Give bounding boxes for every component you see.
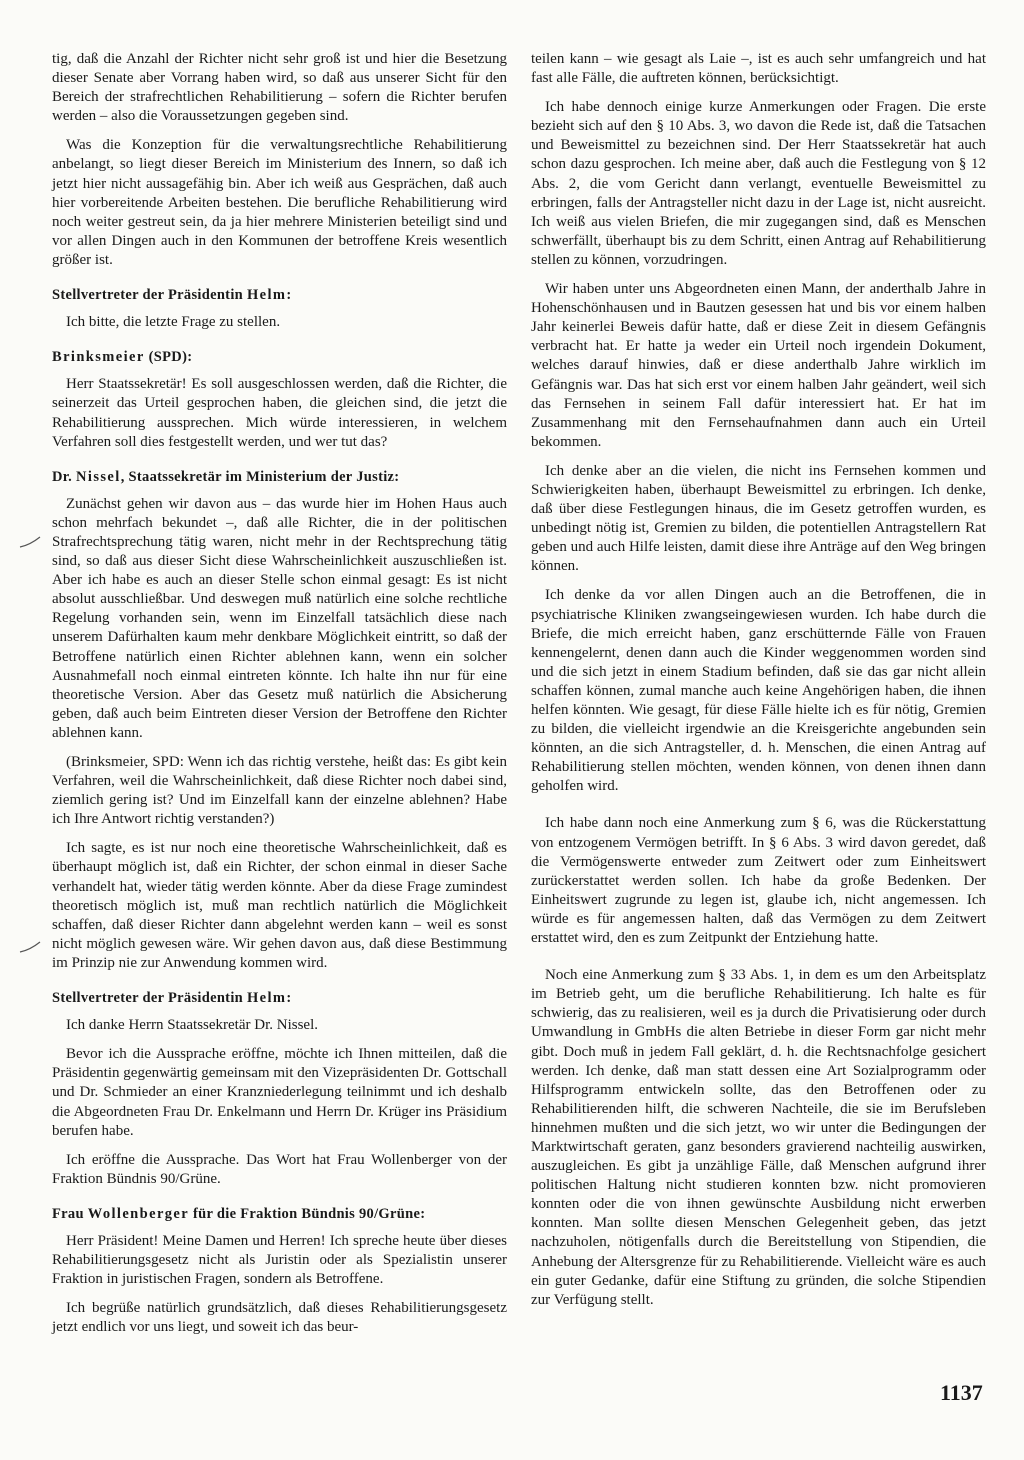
paragraph: Ich eröffne die Aussprache. Das Wort hat Frau Wollenberger von der Fraktion Bündnis 90/Grüne. <box>52 1151 507 1187</box>
speaker-heading: Stellvertreter der Präsidentin Helm: <box>52 990 292 1007</box>
paragraph: Ich denke aber an die vielen, die nicht ins Fernsehen kommen und Schwierigkeiten haben, überhaupt Beweismittel zu erbringen. Ich denke, daß über diese Festlegungen hinaus, die im Gesetz getroffen wurden, es unbedingt nötig ist, Gremien zu bilden, die potentiellen Antragstellern Rat geben und auch Hilfe leisten, damit diese ihre Anträge auf den Weg bringen können. <box>531 462 986 575</box>
speaker-heading: Stellvertreter der Präsidentin Helm: <box>52 287 292 304</box>
paragraph: Ich denke da vor allen Dingen auch an die Betroffenen, die in psychiatrische Kliniken zwangseingewiesen wurden. Ich habe durch die Briefe, die mich erreicht haben, ganz erschütternde Fälle von Frauen kennengelernt, denen dann auch die Kinder weggenommen worden sind und die sich jetzt in einem Stadium befinden, daß sie das gar nicht allein schaffen können, zumal manche auch keine Angehörigen haben, die ihnen helfen könnten. Wie gesagt, für diese Fälle hielte ich es für nötig, Gremien zu bilden, die vielleicht irgendwie an die Kreisgerichte angebunden sein könnten, an die sich Antragsteller, d. h. Menschen, die einen Antrag auf Rehabilitierung stellen möchten, wenden können, von denen ihnen dann geholfen wird. <box>531 587 986 795</box>
paragraph: Ich habe dennoch einige kurze Anmerkungen oder Fragen. Die erste bezieht sich auf den § 10 Abs. 3, wo davon die Rede ist, daß die Tatsachen und Beweismittel zu bezeichnen sind. Der Herr Staatssekretär hat auch schon dazu gesprochen. Ich meine aber, daß auch die Festlegung von § 12 Abs. 2, die vom Gericht dann verlangt, eventuelle Beweismittel zu erbringen, falls der Antragsteller nicht dazu in der Lage ist, nicht ausreicht. Ich weiß aus vielen Briefen, die mir zugegangen sind, daß es Menschen schwerfällt, überhaupt bis zu dem Schritt, einen Antrag auf Rehabilitierung stellen zu können, vorzudringen. <box>531 99 986 268</box>
paragraph: Ich habe dann noch eine Anmerkung zum § 6, was die Rückerstattung von entzogenem Vermögen betrifft. In § 6 Abs. 3 wird davon geredet, daß die Vermögenswerte entweder zum Zeitwert oder zum Einheitswert zurückerstattet werden sollen. Ich habe da große Bedenken. Der Einheitswert zugrunde zu legen ist, glaube ich, nicht angemessen. Ich würde es für angemessen halten, daß das Vermögen zu dem Zeitwert erstattet wird, den es zum Zeitpunkt der Entziehung hatte. <box>531 815 986 947</box>
speaker-heading: Brinksmeier (SPD): <box>52 349 193 366</box>
paragraph: Herr Präsident! Meine Damen und Herren! Ich spreche heute über dieses Rehabilitierungsgesetz nicht als Juristin oder als Spezialistin unserer Fraktion in juristischen Fragen, sondern als Betroffene. <box>52 1232 507 1288</box>
margin-pencil-mark-icon <box>18 940 42 954</box>
page-number: 1137 <box>940 1380 983 1405</box>
right-column <box>531 50 986 1320</box>
paragraph: Ich bitte, die letzte Frage zu stellen. <box>66 314 281 331</box>
paragraph: Noch eine Anmerkung zum § 33 Abs. 1, in dem es um den Arbeitsplatz im Betrieb geht, um die berufliche Rehabilitierung. Ich halte es für schwierig, das zu realisieren, weil es ja durch die Privatisierung oder durch Umwandlung in GmbHs die alten Betriebe in dieser Form gar nicht mehr gibt. Doch muß in jedem Fall geklärt, d. h. die Rechtsnachfolge gesichert werden. Ich denke, daß man statt dessen eine Art Sozialprogramm oder Hilfsprogramm entwickeln sollte, das den Betroffenen oder zu Rehabilitierenden hilft, die schweren Nachteile, die sie im Berufsleben hinnehmen mußten und die sich jetzt, wo wir unter die Bedingungen der Marktwirtschaft geraten, ganz besonders gravierend nachteilig auswirken, auszugleichen. Es gibt ja unzählige Fälle, daß Menschen aufgrund ihrer politischen Haltung nicht studieren konnten bzw. nicht promovieren konnten oder die von ihnen gewünschte Ausbildung nicht erwerben konnten. Man sollte diesen Menschen Gelegenheit geben, das jetzt nachzuholen, nötigenfalls durch die Bereitstellung von Stipendien, die Anhebung der Altersgrenze für zu Rehabilitierende. Vielleicht wäre es auch ein guter Gedanke, dafür eine Stiftung zu gründen, die solche Stipendien zur Verfügung stellt. <box>531 967 986 1308</box>
paragraph: Ich sagte, es ist nur noch eine theoretische Wahrscheinlichkeit, daß es überhaupt möglich ist, daß ein Richter, der schon einmal in dieser Sache verhandelt hat, wieder tätig werden könnte. Aber da diese Frage zumindest theoretisch möglich ist, muß man rechtlich natürlich die Möglichkeit schaffen, daß dieser Richter dann abgelehnt werden kann – weil es sonst nicht möglich gewesen wäre. Wir gehen davon aus, daß diese Bestimmung im Prinzip nie zur Anwendung kommen wird. <box>52 840 507 971</box>
paragraph: Ich danke Herrn Staatssekretär Dr. Nissel. <box>66 1017 318 1034</box>
paragraph: Wir haben unter uns Abgeordneten einen Mann, der anderthalb Jahre in Hohenschönhausen und in Bautzen gesessen hat und bis vor einem halben Jahr keinerlei Beweis dafür hatte, daß er diese Zeit in diesem Gefängnis verbracht hat. Er hatte ja weder ein Urteil noch irgendein Dokument, welches darauf hinwies, daß er diese anderthalb Jahre wirklich im Gefängnis war. Das hat sich erst vor einem halben Jahr geändert, weil sich das Fernsehen in seinem Fall dafür interessiert hat. Er hat im Zusammenhang mit den Fernsehaufnahmen dann auch ein Urteil bekommen. <box>531 281 986 450</box>
paragraph: Herr Staatssekretär! Es soll ausgeschlossen werden, daß die Richter, die seinerzeit das Urteil gesprochen haben, die gleichen sind, die jetzt die Rehabilitierung aussprechen. Mich würde interessieren, in welchem Verfahren soll dies festgestellt werden, und wer tut das? <box>52 376 507 450</box>
paragraph: Zunächst gehen wir davon aus – das wurde hier im Hohen Haus auch schon mehrfach bekundet –, daß alle Richter, die in der politischen Strafrechtsprechung tätig waren, nicht mehr in der Rechtsprechung tätig sind, so daß aus dieser Sicht diese Wahrscheinlichkeit auszuschließen ist. Aber ich habe es auch an dieser Stelle schon einmal gesagt: Es ist nicht absolut ausschließbar. Und deswegen muß natürlich eine solche rechtliche Regelung vorhanden sein, wenn im Einzelfall tatsächlich diese nach unserem Dafürhalten kaum mehr denkbare Möglichkeit eintritt, so daß der Betroffene natürlich einen Richter ablehnen kann, wenn ein solcher Ausnahmefall noch einmal eintreten könnte. Ich halte ihn nur für eine theoretische Version. Aber das Gesetz muß natürlich die Absicherung geben, daß auch beim Eintreten dieser Version der Betroffene den Richter ablehnen kann. <box>52 495 507 741</box>
paragraph: Ich begrüße natürlich grundsätzlich, daß dieses Rehabilitierungsgesetz jetzt endlich vor uns liegt, und soweit ich das beur- <box>52 1300 507 1336</box>
paragraph: tig, daß die Anzahl der Richter nicht sehr groß ist und hier die Besetzung dieser Senate aber Vorrang haben wird, so daß aus unserer Sicht für den Bereich der strafrechtlichen Rehabilitierung – sofern die Richter berufen werden – also die Voraussetzungen gegeben sind. <box>52 51 507 125</box>
paragraph: teilen kann – wie gesagt als Laie –, ist es auch sehr umfangreich und hat fast alle Fälle, die auftreten können, berücksichtigt. <box>531 51 986 87</box>
margin-pencil-mark-icon <box>18 535 42 549</box>
speaker-heading: Dr. Nissel, Staatssekretär im Ministerium der Justiz: <box>52 468 400 485</box>
left-column <box>52 50 507 1347</box>
interjection: (Brinksmeier, SPD: Wenn ich das richtig verstehe, heißt das: Es gibt kein Verfahren, weil die Wahrscheinlichkeit, daß diese Richter noch dabei sind, ziemlich gering ist? Und im Einzelfall kann der einzelne ablehnen? Habe ich Ihre Antwort richtig verstanden?) <box>52 754 507 828</box>
speaker-heading: Frau Wollenberger für die Fraktion Bündnis 90/Grüne: <box>52 1205 426 1222</box>
paragraph: Bevor ich die Aussprache eröffne, möchte ich Ihnen mitteilen, daß die Präsidentin gegenwärtig gemeinsam mit den Vizepräsidenten Dr. Gottschall und Dr. Schmieder an einer Kranzniederlegung teilnimmt und ich deshalb die Abgeordneten Frau Dr. Enkelmann und Herrn Dr. Krüger ins Präsidium berufen habe. <box>52 1046 507 1139</box>
paragraph: Was die Konzeption für die verwaltungsrechtliche Rehabilitierung anbelangt, so liegt dieser Bereich im Ministerium des Innern, so daß ich jetzt hier nicht aussagefähig bin. Aber ich weiß aus Gesprächen, daß auch hier vorbereitende Arbeiten bestehen. Die berufliche Rehabilitierung wird noch weiter gestreut sein, da ja hier mehrere Ministerien beteiligt sind und vor allen Dingen auch in den Kommunen der betroffene Kreis wesentlich größer ist. <box>52 137 507 268</box>
